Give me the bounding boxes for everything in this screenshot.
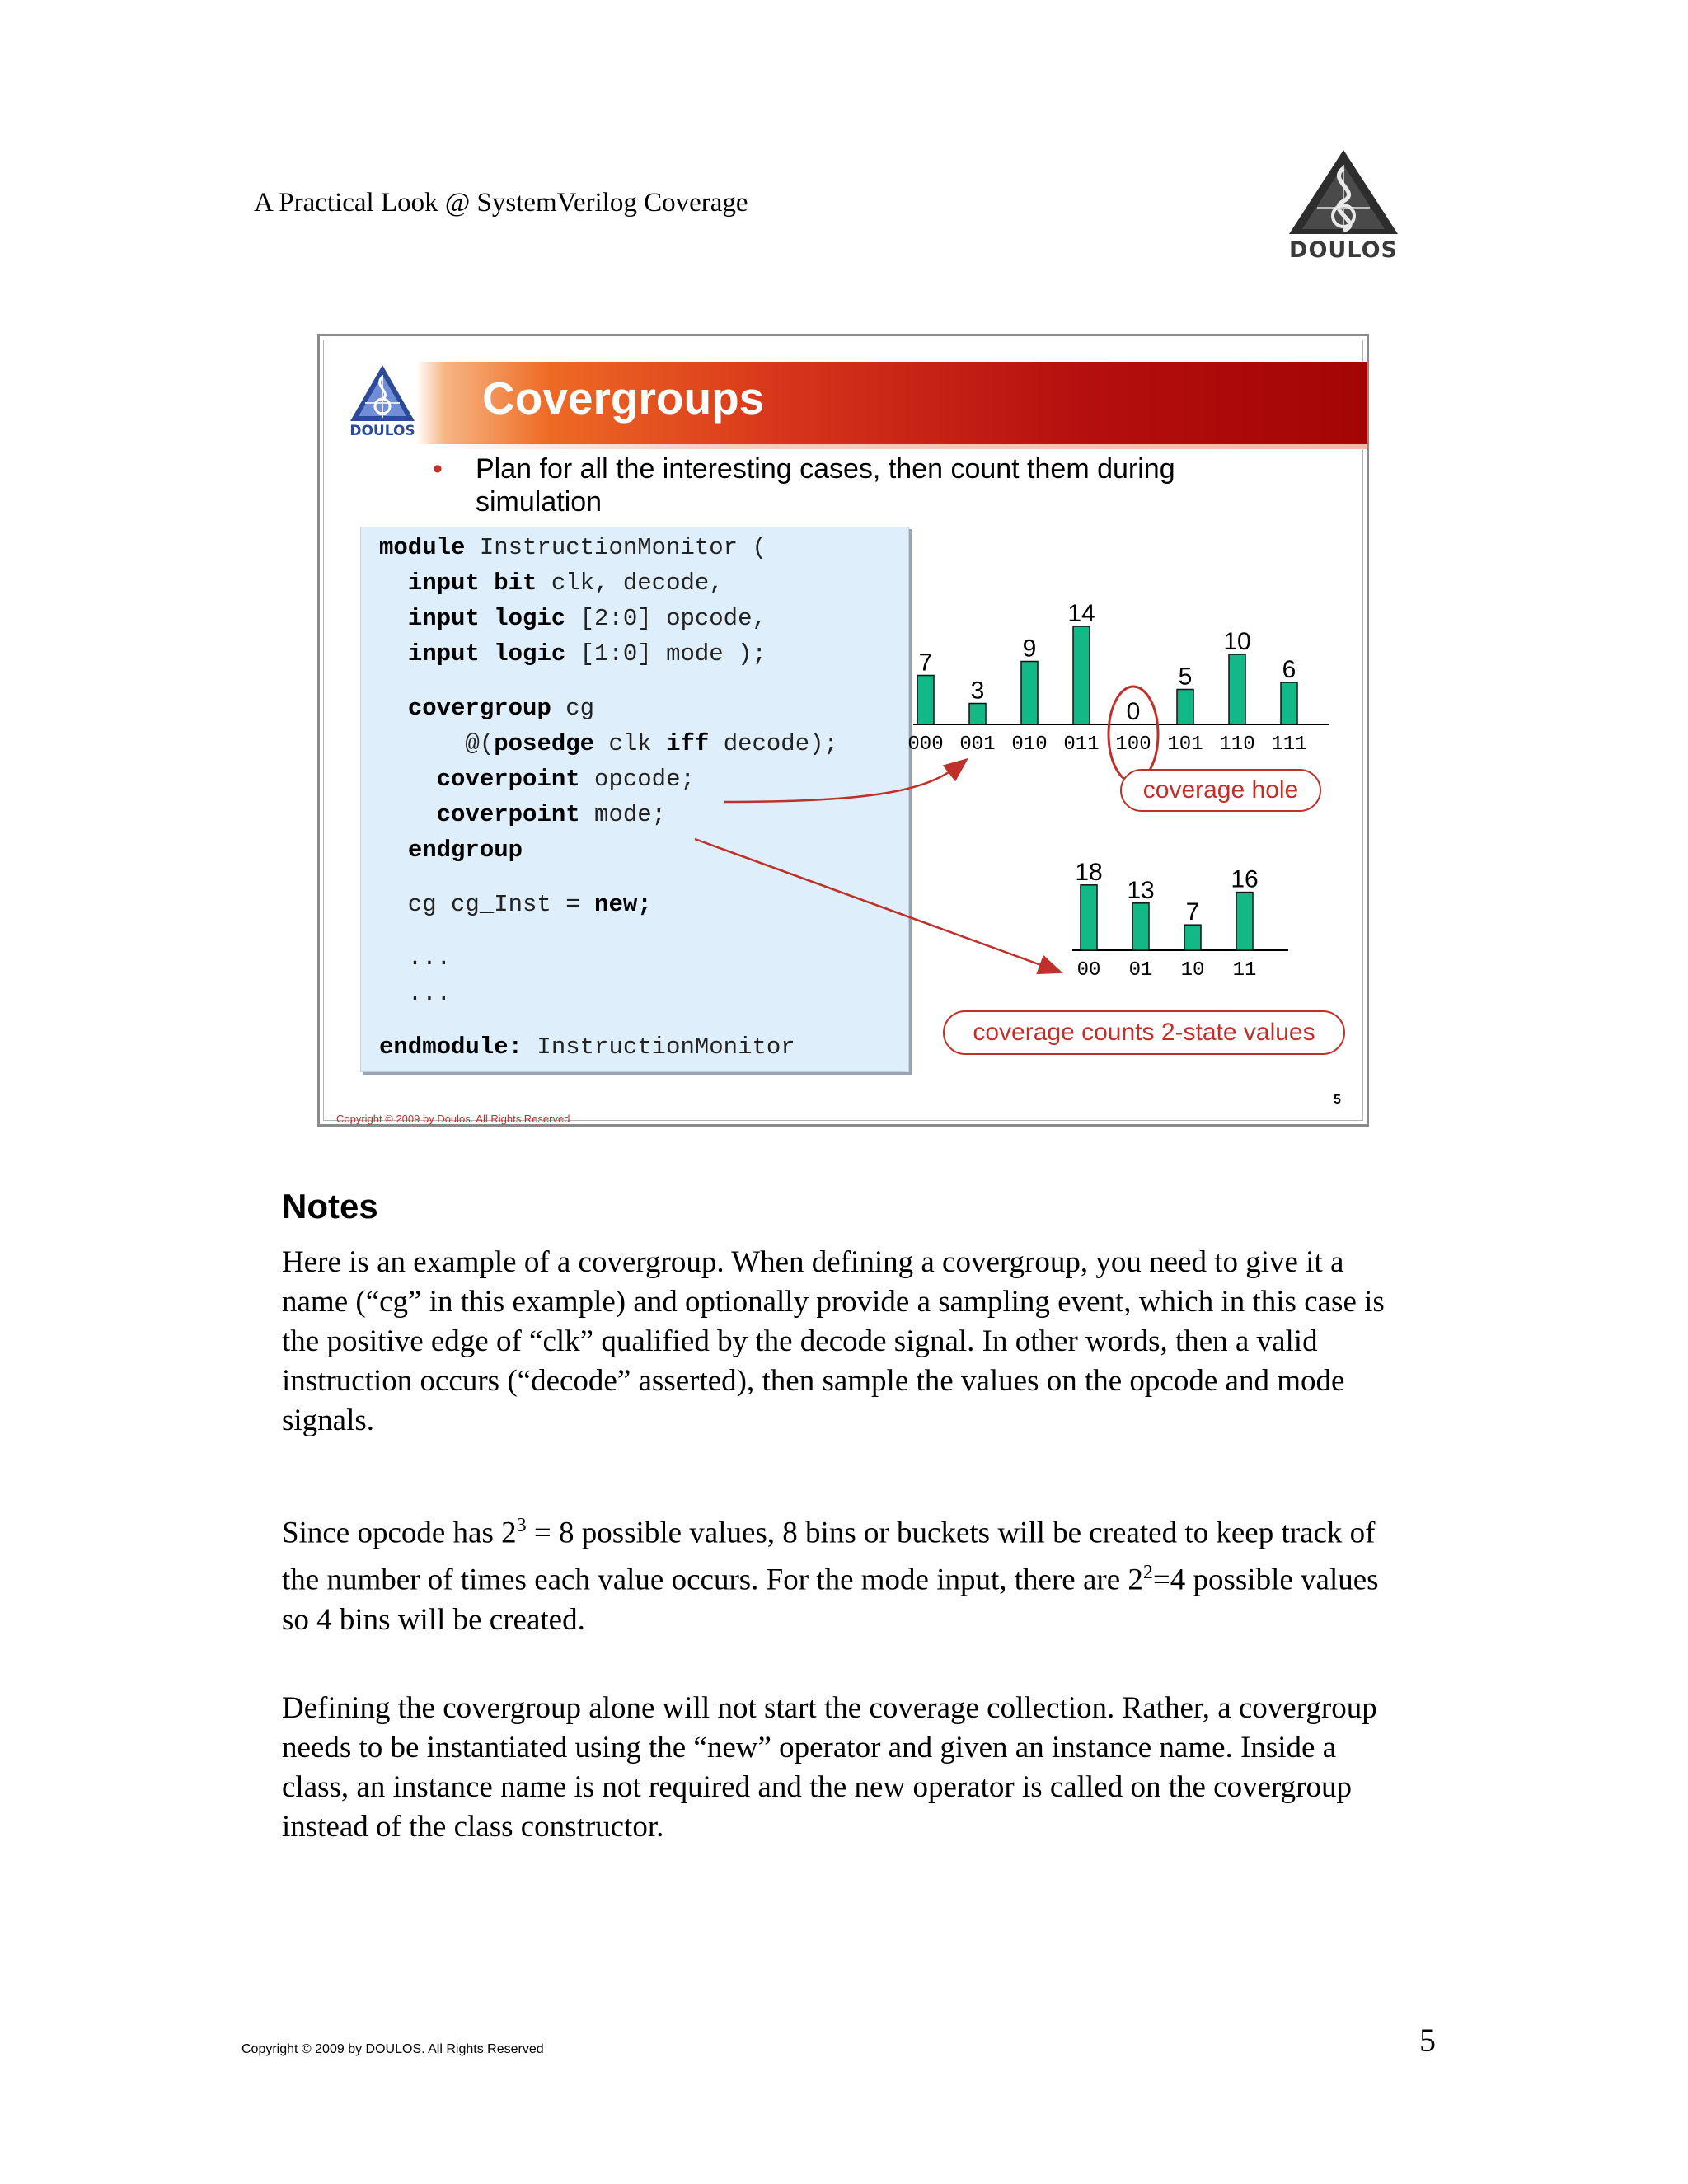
chart-bar <box>1236 893 1253 950</box>
code-keyword: module <box>379 534 466 561</box>
chart-category-label: 010 <box>1011 733 1048 756</box>
code-text: InstructionMonitor <box>523 1033 795 1061</box>
slide <box>317 334 1369 1127</box>
code-keyword: input logic <box>407 640 566 668</box>
code-text: [2:0] opcode, <box>565 605 767 632</box>
chart-value-label: 10 <box>1223 628 1251 655</box>
chart-value-label: 18 <box>1075 858 1103 886</box>
slide-copyright: Copyright © 2009 by Doulos. All Rights Reserved <box>336 1113 570 1125</box>
code-keyword: endgroup <box>407 837 523 864</box>
p2-sup-2: 2 <box>1142 1562 1153 1584</box>
chart-category-label: 101 <box>1167 733 1203 756</box>
chart-value-label: 14 <box>1067 600 1095 627</box>
chart-value-label: 7 <box>1185 898 1200 926</box>
chart-category-label: 10 <box>1180 959 1205 982</box>
code-text: mode; <box>579 801 667 828</box>
doulos-logo-text: DOULOS <box>1289 237 1398 263</box>
code-text: cg cg_Inst = <box>379 891 595 918</box>
code-text: InstructionMonitor ( <box>465 534 767 561</box>
slide-logo-text: DOULOS <box>349 423 415 439</box>
chart-category-label: 001 <box>959 733 996 756</box>
coverage-charts <box>324 340 1367 1125</box>
code-text: decode); <box>709 730 838 757</box>
chart-value-label: 0 <box>1126 698 1141 725</box>
document-header-title: A Practical Look @ SystemVerilog Coverage <box>254 188 748 218</box>
chart-category-label: 110 <box>1219 733 1255 756</box>
opcode-arrow <box>724 761 965 802</box>
code-keyword: input bit <box>407 569 537 597</box>
code-text: opcode; <box>579 766 695 793</box>
bullet-dot-icon: • <box>433 453 443 485</box>
code-keyword: new; <box>594 891 652 918</box>
chart-category-label: 00 <box>1076 959 1101 982</box>
chart-bar <box>1281 682 1297 724</box>
slide-number: 5 <box>1334 1093 1341 1107</box>
chart-category-label: 11 <box>1232 959 1257 982</box>
chart-bar <box>1081 885 1097 950</box>
mode-arrow <box>695 839 1059 972</box>
code-text: ... <box>379 980 452 1007</box>
code-text: clk <box>594 730 667 757</box>
chart-value-label: 9 <box>1022 635 1037 663</box>
chart-bar <box>1021 662 1038 725</box>
chart-category-label: 100 <box>1115 733 1151 756</box>
slide-bullet-text: Plan for all the interesting cases, then count them during simulation <box>476 453 1175 518</box>
code-text: cg <box>551 695 595 722</box>
p2-sup-1: 3 <box>516 1515 527 1536</box>
code-keyword: coverpoint <box>436 801 580 828</box>
chart-value-label: 5 <box>1178 663 1193 691</box>
chart-bar <box>969 704 986 725</box>
code-text: [1:0] mode ); <box>565 640 767 668</box>
code-text: ... <box>379 944 452 972</box>
page-copyright: Copyright © 2009 by DOULOS. All Rights Reserved <box>241 2042 544 2056</box>
chart-category-label: 111 <box>1271 733 1307 756</box>
slide-title: Covergroups <box>482 373 765 424</box>
chart-category-label: 011 <box>1063 733 1100 756</box>
code-keyword: iff <box>666 730 710 757</box>
code-text: clk, decode, <box>537 569 724 597</box>
chart-value-label: 13 <box>1127 876 1155 904</box>
page-number: 5 <box>1419 2022 1436 2059</box>
notes-heading: Notes <box>282 1187 378 1226</box>
doulos-logo <box>1286 148 1401 268</box>
code-keyword: endmodule: <box>379 1033 523 1061</box>
chart-bar <box>917 676 934 725</box>
chart-value-label: 7 <box>918 649 933 677</box>
chart-category-label: 000 <box>907 733 944 756</box>
coverage-hole-label: coverage hole <box>1120 769 1321 812</box>
code-keyword: covergroup <box>407 695 551 722</box>
chart-bar <box>1177 690 1193 725</box>
slide-frame <box>323 340 1363 1125</box>
chart-bar <box>1132 903 1149 950</box>
two-state-label: coverage counts 2-state values <box>943 1010 1345 1055</box>
p2-text-c: =4 possible values so 4 bins will be created. <box>282 1563 1379 1637</box>
code-text: @( <box>379 730 495 757</box>
chart-bar <box>1184 925 1201 950</box>
notes-paragraph-1: Here is an example of a covergroup. When defining a covergroup, you need to give it a name (“cg” in this example) and optionally provide a sampling event, which in this case is the positive edge of “clk” qualified by the decode signal. In other words, then a valid instruction occurs (“decode” asserted), then sample the values on the opcode and mode signals. <box>282 1245 1385 1437</box>
p2-text-b: = 8 possible values, 8 bins or buckets will be created to keep track of the number of times each value occurs. For the mode input, there are 2 <box>282 1516 1376 1597</box>
chart-bar <box>1073 626 1090 724</box>
doulos-logo-icon <box>1286 148 1401 239</box>
notes-paragraph-3: Defining the covergroup alone will not start the coverage collection. Rather, a covergroup needs to be instantiated using the “new” operator and given an instance name. Inside a class, an instance name is not required and the new operator is called on the covergroup instead of the class constructor. <box>282 1691 1377 1844</box>
chart-value-label: 16 <box>1231 865 1259 893</box>
code-keyword: posedge <box>494 730 595 757</box>
code-keyword: coverpoint <box>436 766 580 793</box>
chart-value-label: 6 <box>1282 656 1296 683</box>
code-keyword: input logic <box>407 605 566 632</box>
chart-bar <box>1229 654 1245 724</box>
p2-text-a: Since opcode has 2 <box>282 1516 517 1550</box>
notes-paragraph-2 <box>282 1506 1403 1640</box>
chart-category-label: 01 <box>1128 959 1153 982</box>
chart-value-label: 3 <box>970 677 985 705</box>
